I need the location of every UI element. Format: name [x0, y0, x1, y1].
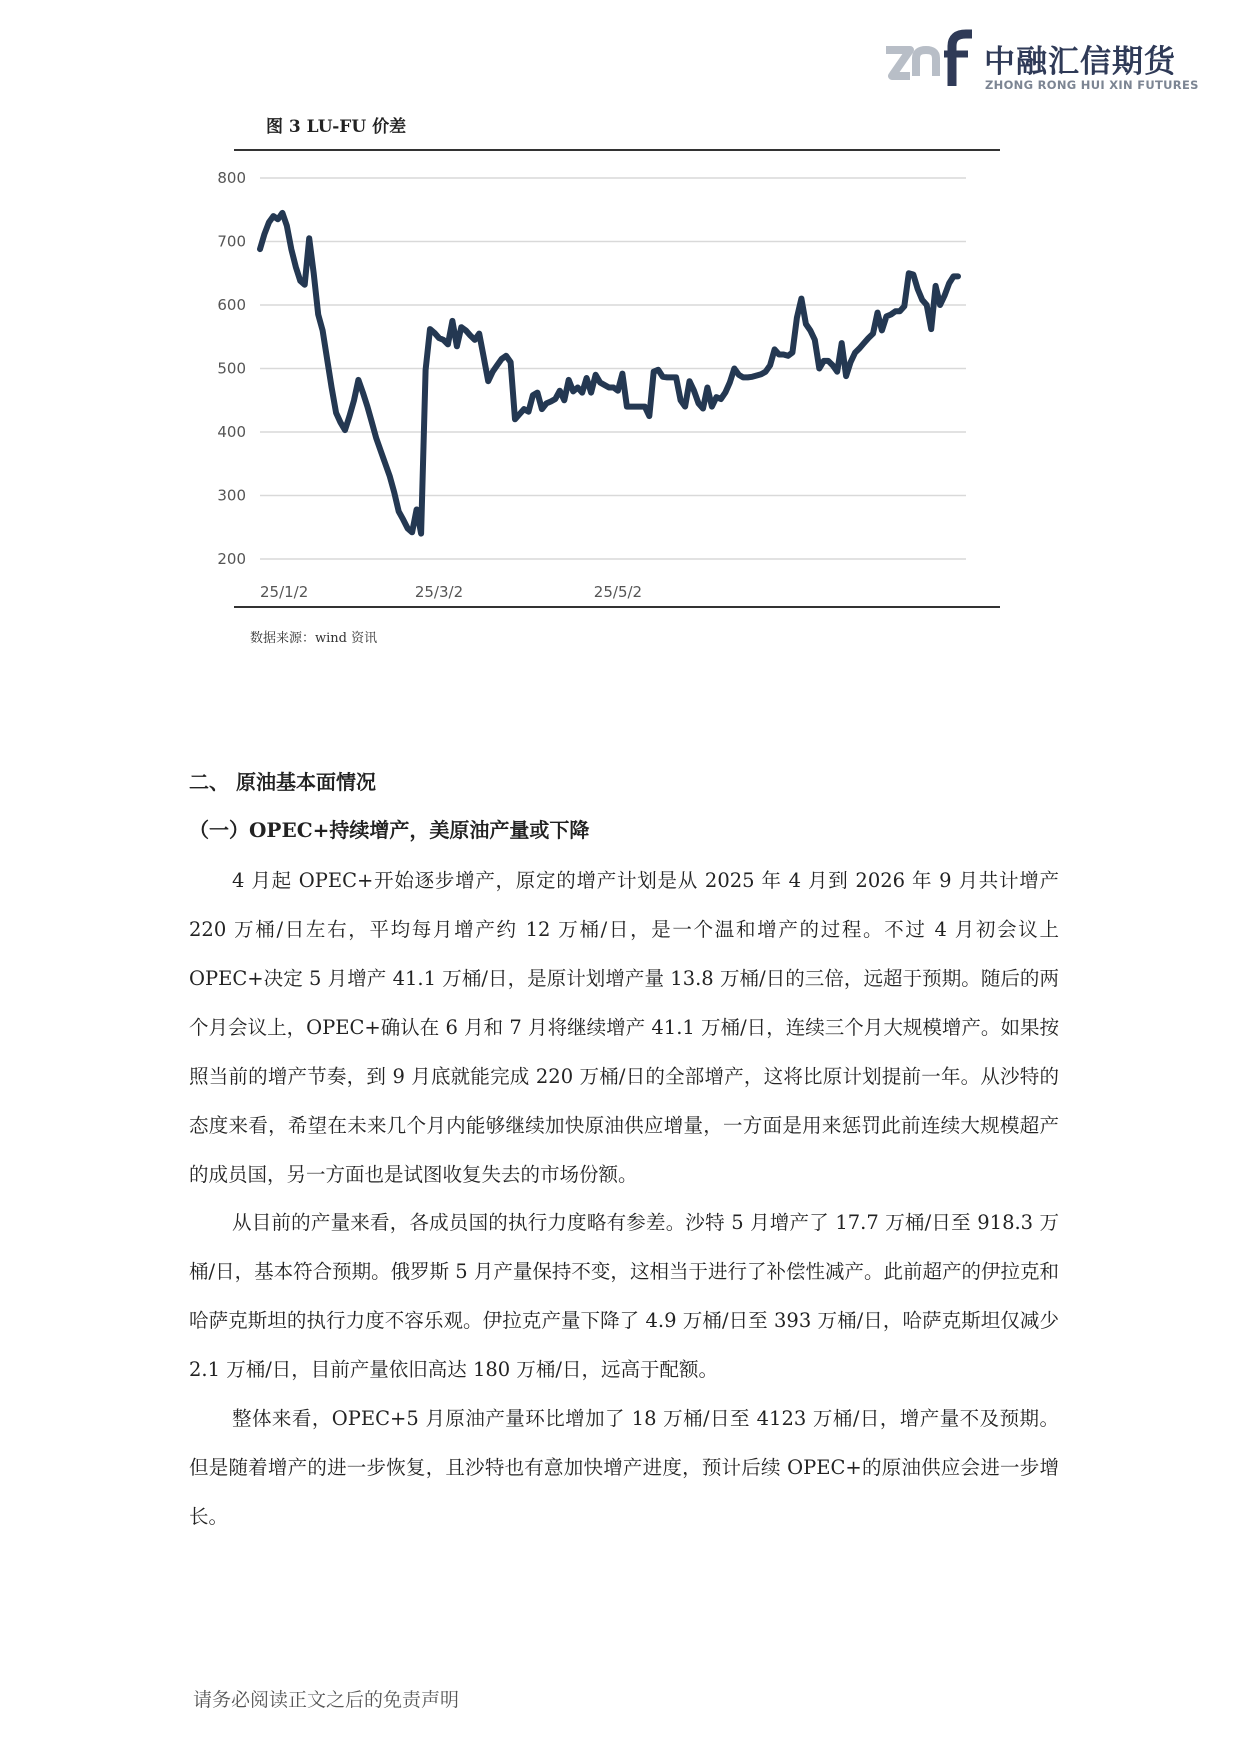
body-paragraph: 4 月起 OPEC+开始逐步增产，原定的增产计划是从 2025 年 4 月到 2026 年 9 月共计增产 220 万桶/日左右，平均每月增产约 12 万桶/日，是一个温和增产的过程。不过 4 月初会议上 OPEC+决定 5 月增产 41.1 万桶/日，是原计划增产量 13.8 万桶/日的三倍，远超于预期。随后的两个月会议上，OPEC+确认在 6 月和 7 月将继续增产 41.1 万桶/日，连续三个月大规模增产。如果按照当前的增产节奏，到 9 月底就能完成 220 万桶/日的全部增产，这将比原计划提前一年。从沙特的态度来看，希望在未来几个月内能够继续加快原油供应增量，一方面是用来惩罚此前连续大规模超产的成员国，另一方面也是试图收复失去的市场份额。: [189, 869, 1059, 1186]
figure-source-note: 数据来源：wind 资讯: [250, 631, 378, 646]
y-tick-label: 200: [217, 550, 246, 568]
chart-series-line: [260, 213, 958, 534]
lu-fu-spread-chart: [217, 145, 1010, 615]
x-tick-label: 25/3/2: [414, 583, 464, 601]
x-tick-label: 25/1/2: [260, 583, 309, 601]
znf-logo-mark: [880, 28, 976, 94]
company-logo: [880, 28, 1199, 94]
y-tick-label: 600: [217, 296, 246, 314]
body-paragraph: 从目前的产量来看，各成员国的执行力度略有参差。沙特 5 月增产了 17.7 万桶/日至 918.3 万桶/日，基本符合预期。俄罗斯 5 月产量保持不变，这相当于进行了补偿性减产。此前超产的伊拉克和哈萨克斯坦的执行力度不容乐观。伊拉克产量下降了 4.9 万桶/日至 393 万桶/日，哈萨克斯坦仅减少 2.1 万桶/日，目前产量依旧高达 180 万桶/日，远高于配额。: [189, 1211, 1059, 1381]
body-paragraph: 整体来看，OPEC+5 月原油产量环比增加了 18 万桶/日至 4123 万桶/日，增产量不及预期。但是随着增产的进一步恢复，且沙特也有意加快增产进度，预计后续 OPEC+的原油供应会进一步增长。: [189, 1407, 1059, 1528]
logo-company-english: ZHONG RONG HUI XIN FUTURES: [985, 78, 1199, 92]
chart-x-axis: [260, 583, 642, 601]
section-subheading: （一）OPEC+持续增产，美原油产量或下降: [189, 818, 590, 842]
x-tick-label: 25/5/2: [593, 583, 643, 601]
y-tick-label: 500: [217, 359, 246, 378]
chart-gridlines: [260, 178, 966, 559]
figure-title: 图 3 LU-FU 价差: [266, 117, 407, 137]
y-tick-label: 300: [217, 486, 246, 505]
logo-company-name: 中融汇信期货: [984, 44, 1176, 80]
chart-y-axis: [217, 169, 246, 568]
section-heading: 二、 原油基本面情况: [189, 770, 376, 794]
y-tick-label: 700: [217, 232, 246, 251]
y-tick-label: 400: [217, 423, 246, 441]
footer-disclaimer: 请务必阅读正文之后的免责声明: [193, 1689, 460, 1711]
y-tick-label: 800: [217, 169, 246, 187]
